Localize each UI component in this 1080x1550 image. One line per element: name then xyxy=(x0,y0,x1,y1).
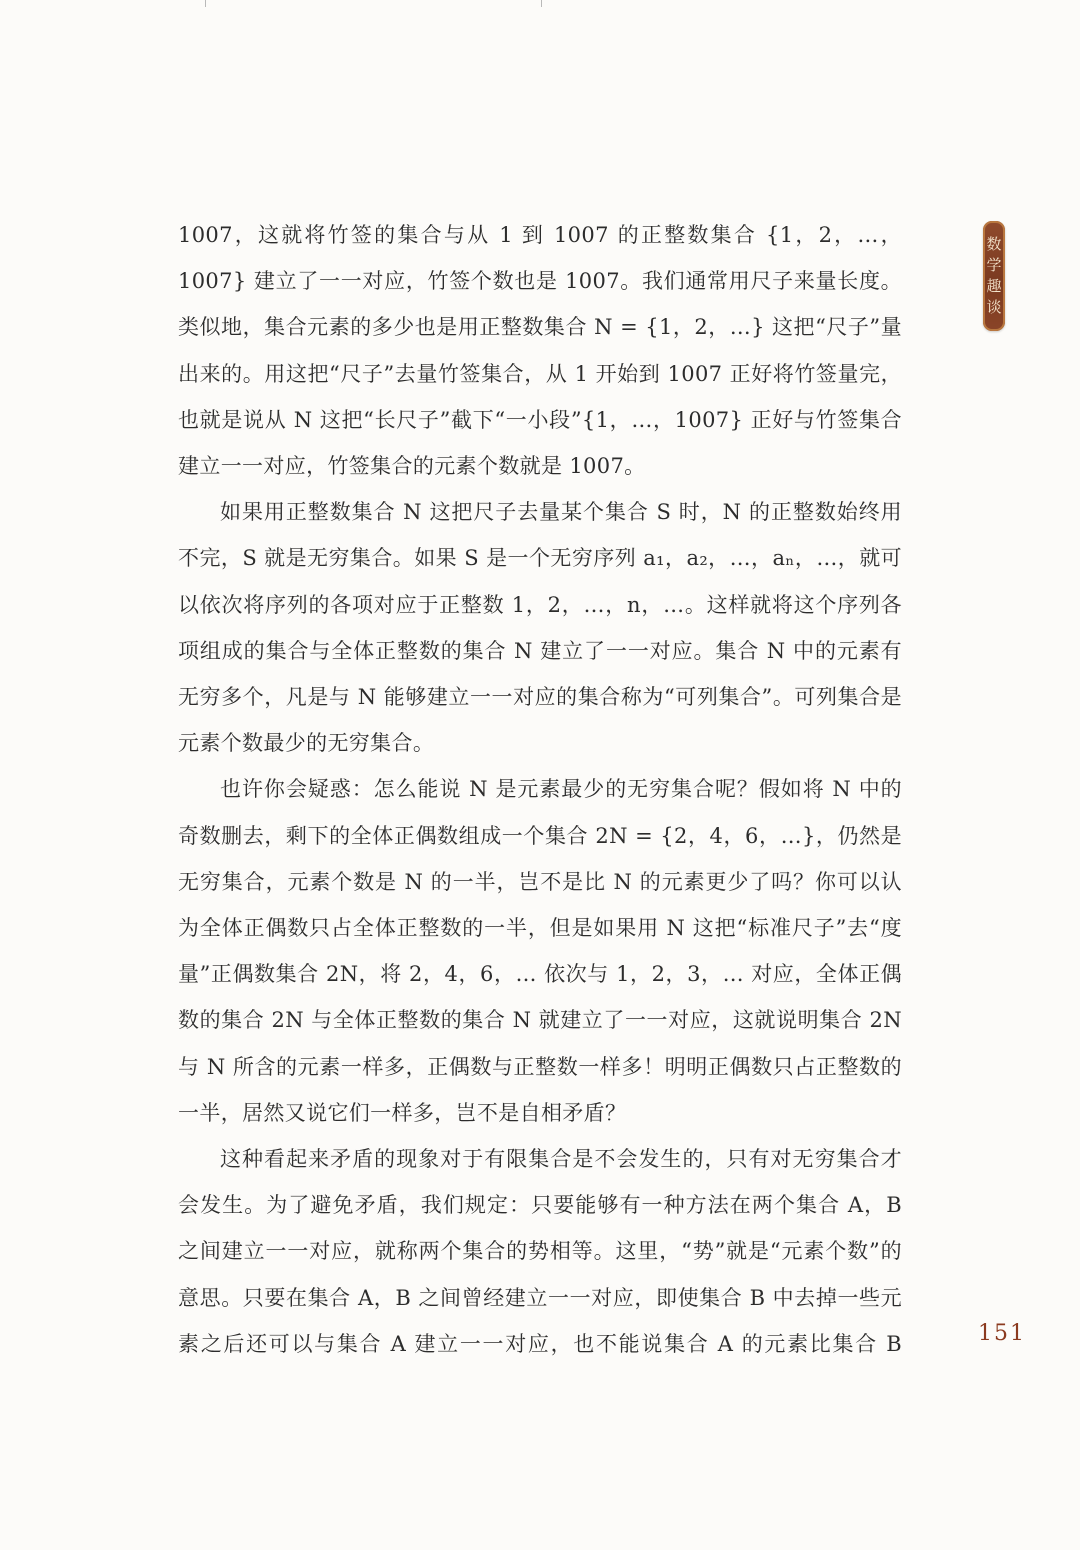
paragraph: 如果用正整数集合 N 这把尺子去量某个集合 S 时，N 的正整数始终用不完，S 就是无穷集合。如果 S 是一个无穷序列 a₁，a₂，…，aₙ，…，就可以依次将序列的各项对应于正整数 1，2，…，n，…。这样就将这个序列各项组成的集合与全体正整数的集合 N 建立了一一对应。集合 N 中的元素有无穷多个，凡是与 N 能够建立一一对应的集合称为“可列集合”。可列集合是元素个数最少的无穷集合。 xyxy=(178,500,902,756)
paragraph: 也许你会疑惑：怎么能说 N 是元素最少的无穷集合呢？假如将 N 中的奇数删去，剩下的全体正偶数组成一个集合 2N = {2，4，6，…}，仍然是无穷集合，元素个数是 N 的一半，岂不是比 N 的元素更少了吗？你可以认为全体正偶数只占全体正整数的一半，但是如果用 N 这把“标准尺子”去“度量”正偶数集合 2N，将 2，4，6，… 依次与 1，2，3，… 对应，全体正偶数的集合 2N 与全体正整数的集合 N 就建立了一一对应，这就说明集合 2N 与 N 所含的元素一样多，正偶数与正整数一样多！明明正偶数只占正整数的一半，居然又说它们一样多，岂不是自相矛盾？ xyxy=(178,777,902,1125)
paragraph: 这种看起来矛盾的现象对于有限集合是不会发生的，只有对无穷集合才会发生。为了避免矛盾，我们规定：只要能够有一种方法在两个集合 A，B 之间建立一一对应，就称两个集合的势相等。这里，“势”就是“元素个数”的意思。只要在集合 A，B 之间曾经建立一一对应，即使集合 B 中去掉一些元素之后还可以与集合 A 建立一一对应，也不能说集合 A 的元素比集合 B xyxy=(178,1147,902,1356)
section-tab-char: 数 xyxy=(986,235,1002,253)
crop-mark xyxy=(205,0,206,7)
paragraph: 1007，这就将竹签的集合与从 1 到 1007 的正整数集合 {1，2，…，1007} 建立了一一对应，竹签个数也是 1007。我们通常用尺子来量长度。类似地，集合元素的多少也是用正整数集合 N = {1，2，…} 这把“尺子”量出来的。用这把“尺子”去量竹签集合，从 1 开始到 1007 正好将竹签量完，也就是说从 N 这把“长尺子”截下“一小段”{1，…，1007} 正好与竹签集合建立一一对应，竹签集合的元素个数就是 1007。 xyxy=(178,223,902,479)
section-tab xyxy=(983,221,1005,331)
body-text xyxy=(178,212,902,1367)
section-tab-char: 趣 xyxy=(986,277,1002,295)
section-tab-char: 谈 xyxy=(986,298,1002,316)
page-number: 151 xyxy=(978,1321,1026,1346)
crop-mark xyxy=(541,0,542,7)
section-tab-char: 学 xyxy=(986,256,1002,274)
